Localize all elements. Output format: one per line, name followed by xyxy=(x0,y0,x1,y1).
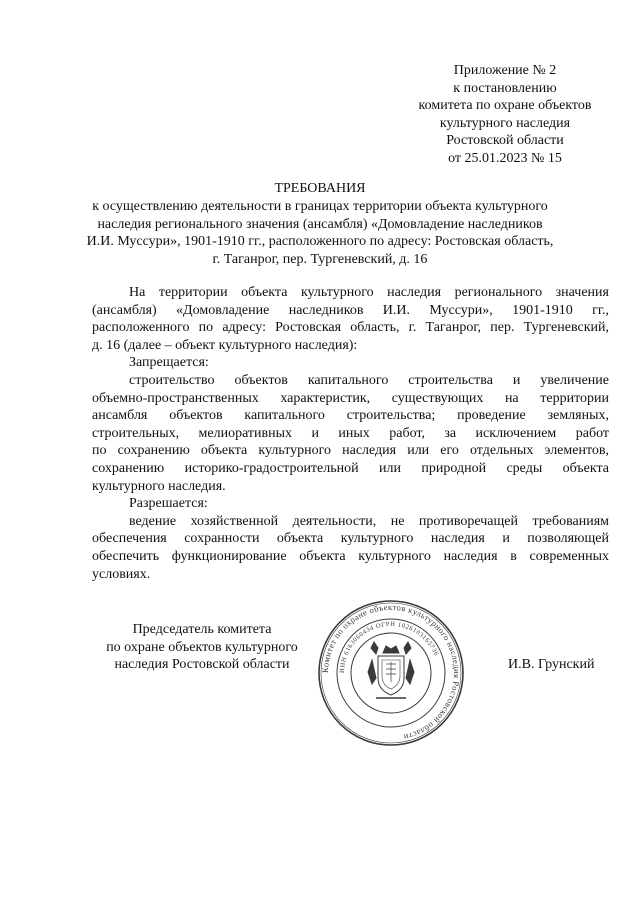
body-line: (ансамбля) «Домовладение наследников И.И. Муссури», 1901-1910 гг., xyxy=(92,302,609,318)
body-line: условиях. xyxy=(92,566,151,582)
body-line: На территории объекта культурного наследия регионального значения xyxy=(129,285,609,300)
body-line: расположенного по адресу: Ростовская область, г. Таганрог, пер. Тургеневский, xyxy=(92,320,609,336)
position-line: наследия Ростовской области xyxy=(114,657,290,672)
signatory-name: И.В. Грунский xyxy=(508,657,595,672)
appendix-line: комитета по охране объектов xyxy=(418,98,592,113)
appendix-line: Приложение № 2 xyxy=(453,63,557,78)
allowed-label: Разрешается: xyxy=(129,496,208,512)
coat-of-arms-emblem xyxy=(368,642,414,698)
body-line: объемно-пространственных характеристик, существующих на территории xyxy=(92,390,609,406)
body-line: сохранению историко-градостроительной или природной среды объекта xyxy=(92,460,609,476)
appendix-line: Ростовской области xyxy=(446,133,564,148)
position-line: по охране объектов культурного xyxy=(106,639,298,655)
body-line: культурного наследия. xyxy=(92,478,226,494)
svg-text:ИНН 6163060434 ОГРН 1026103165 xyxy=(339,621,440,673)
appendix-line: культурного наследия xyxy=(439,115,571,131)
subtitle-line: И.И. Муссури», 1901-1910 гг., расположенного по адресу: Ростовская область, xyxy=(86,234,554,249)
official-seal-stamp xyxy=(316,598,466,748)
document-body xyxy=(92,284,609,583)
subtitle-line: наследия регионального значения (ансамбля) «Домовладение наследников xyxy=(97,216,543,232)
body-line: строительство объектов капитального строительства и увеличение xyxy=(129,372,609,388)
body-line: ведение хозяйственной деятельности, не противоречащей требованиям xyxy=(129,513,609,529)
document-title: ТРЕБОВАНИЯ xyxy=(274,181,366,196)
signatory-position xyxy=(88,621,316,674)
position-line: Председатель комитета xyxy=(132,622,272,637)
subtitle-line: г. Таганрог, пер. Тургеневский, д. 16 xyxy=(212,251,428,267)
body-line: д. 16 (далее – объект культурного наследия): xyxy=(92,337,358,353)
subtitle-line: к осуществлению деятельности в границах территории объекта культурного xyxy=(92,199,548,214)
prohibited-label: Запрещается: xyxy=(129,355,209,371)
appendix-line: к постановлению xyxy=(453,80,557,96)
body-line: обеспечить функционирование объекта культурного наследия в современных xyxy=(92,548,609,564)
document-subtitle xyxy=(80,198,560,268)
seal-outer-text: Комитет по охране объектов культурного наследия Ростовской области xyxy=(319,601,463,743)
body-line: по сохранению объекта культурного наследия или его отдельных элементов, xyxy=(92,443,609,459)
appendix-line: от 25.01.2023 № 15 xyxy=(448,150,562,166)
body-line: строительных, мелиоративных и иных работ, за исключением работ xyxy=(92,425,609,441)
body-line: ансамбля объектов капитального строительства; проведение земляных, xyxy=(92,408,609,424)
seal-inner-text: ИНН 6163060434 ОГРН 1026103165736 xyxy=(338,620,440,674)
body-line: обеспечения сохранности объекта культурного наследия и позволяющей xyxy=(92,531,609,547)
appendix-header xyxy=(380,62,630,167)
